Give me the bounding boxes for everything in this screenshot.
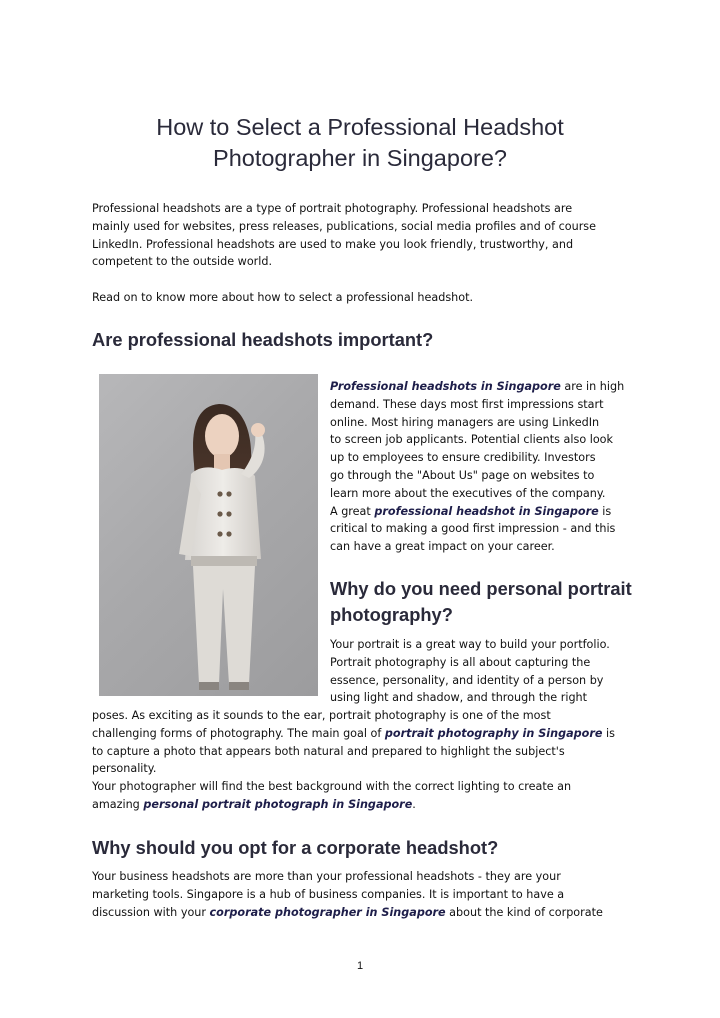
importance-line-rest: are in high (560, 380, 625, 393)
section-heading-line: photography? (330, 604, 453, 625)
corporate-line (92, 904, 603, 922)
importance-line: learn more about the executives of the company. (330, 486, 606, 500)
page-title (92, 112, 628, 174)
portrait-line-start: amazing (92, 797, 144, 811)
link-professional-headshots-singapore[interactable]: Professional headshots in Singapore (330, 380, 561, 393)
portrait-line-rest: . (412, 797, 416, 811)
importance-line: to screen job applicants. Potential clients also look (330, 433, 613, 447)
corporate-line-start: discussion with your (92, 905, 210, 919)
importance-line: can have a great impact on your career. (330, 540, 555, 554)
portrait-line: Portrait photography is all about capturing the (330, 655, 591, 669)
portrait-line (92, 725, 615, 743)
portrait-line-rest: is (602, 726, 615, 740)
corporate-line: marketing tools. Singapore is a hub of business companies. It is important to have a (92, 887, 565, 901)
intro-line: LinkedIn. Professional headshots are used to make you look friendly, trustworthy, and (92, 237, 574, 251)
read-on-paragraph (92, 289, 473, 307)
title-line-2: Photographer in Singapore? (213, 145, 507, 171)
portrait-illustration (99, 374, 318, 696)
intro-line: Professional headshots are a type of portrait photography. Professional headshots are (92, 202, 573, 215)
section-heading-corporate-headshot: Why should you opt for a corporate headshot? (92, 837, 499, 858)
intro-line: competent to the outside world. (92, 255, 273, 269)
portrait-line: essence, personality, and identity of a person by (330, 673, 604, 687)
corporate-line-rest: about the kind of corporate (445, 905, 603, 919)
portrait-line-start: challenging forms of photography. The main goal of (92, 726, 385, 740)
title-line-1: How to Select a Professional Headshot (156, 114, 564, 140)
link-portrait-photography-singapore[interactable]: portrait photography in Singapore (384, 726, 603, 740)
portrait-line: Your photographer will find the best background with the correct lighting to create an (92, 780, 572, 794)
importance-line: online. Most hiring managers are using LinkedIn (330, 415, 600, 429)
portrait-paragraph-wide (92, 707, 615, 814)
read-on-text: Read on to know more about how to select a professional headshot. (92, 291, 474, 304)
portrait-line (92, 796, 615, 814)
portrait-line: Your portrait is a great way to build your portfolio. (330, 638, 610, 651)
portrait-line: personality. (92, 762, 157, 776)
portrait-line: using light and shadow, and through the right (330, 691, 588, 705)
portrait-paragraph-narrow (330, 636, 610, 707)
page-number: 1 (356, 960, 364, 972)
importance-line: go through the "About Us" page on websites to (330, 468, 595, 482)
link-personal-portrait-photograph-singapore[interactable]: personal portrait photograph in Singapore (143, 797, 413, 811)
intro-line: mainly used for websites, press releases, publications, social media profiles and of course (92, 219, 597, 233)
section-heading-personal-portrait (330, 576, 632, 628)
portrait-photo (99, 374, 318, 696)
section-heading-line: Why do you need personal portrait (330, 578, 632, 599)
importance-line: demand. These days most first impressions start (330, 397, 604, 411)
corporate-paragraph (92, 868, 603, 921)
corporate-line: Your business headshots are more than your professional headshots - they are your (92, 870, 561, 883)
portrait-line: to capture a photo that appears both natural and prepared to highlight the subject's (92, 744, 565, 758)
link-professional-headshot-singapore[interactable]: professional headshot in Singapore (374, 504, 599, 518)
importance-line: up to employees to ensure credibility. Investors (330, 451, 596, 465)
link-corporate-photographer-singapore[interactable]: corporate photographer in Singapore (209, 905, 446, 919)
importance-line-rest: is (598, 504, 612, 518)
intro-paragraph (92, 200, 596, 271)
portrait-line: poses. As exciting as it sounds to the ear, portrait photography is one of the most (92, 709, 551, 722)
section-heading-importance: Are professional headshots important? (92, 329, 434, 350)
importance-paragraph (330, 378, 624, 556)
importance-line-start: A great (330, 504, 375, 518)
importance-line (330, 503, 624, 521)
importance-line: critical to making a good first impression - and this (330, 522, 616, 536)
importance-line (330, 378, 624, 396)
